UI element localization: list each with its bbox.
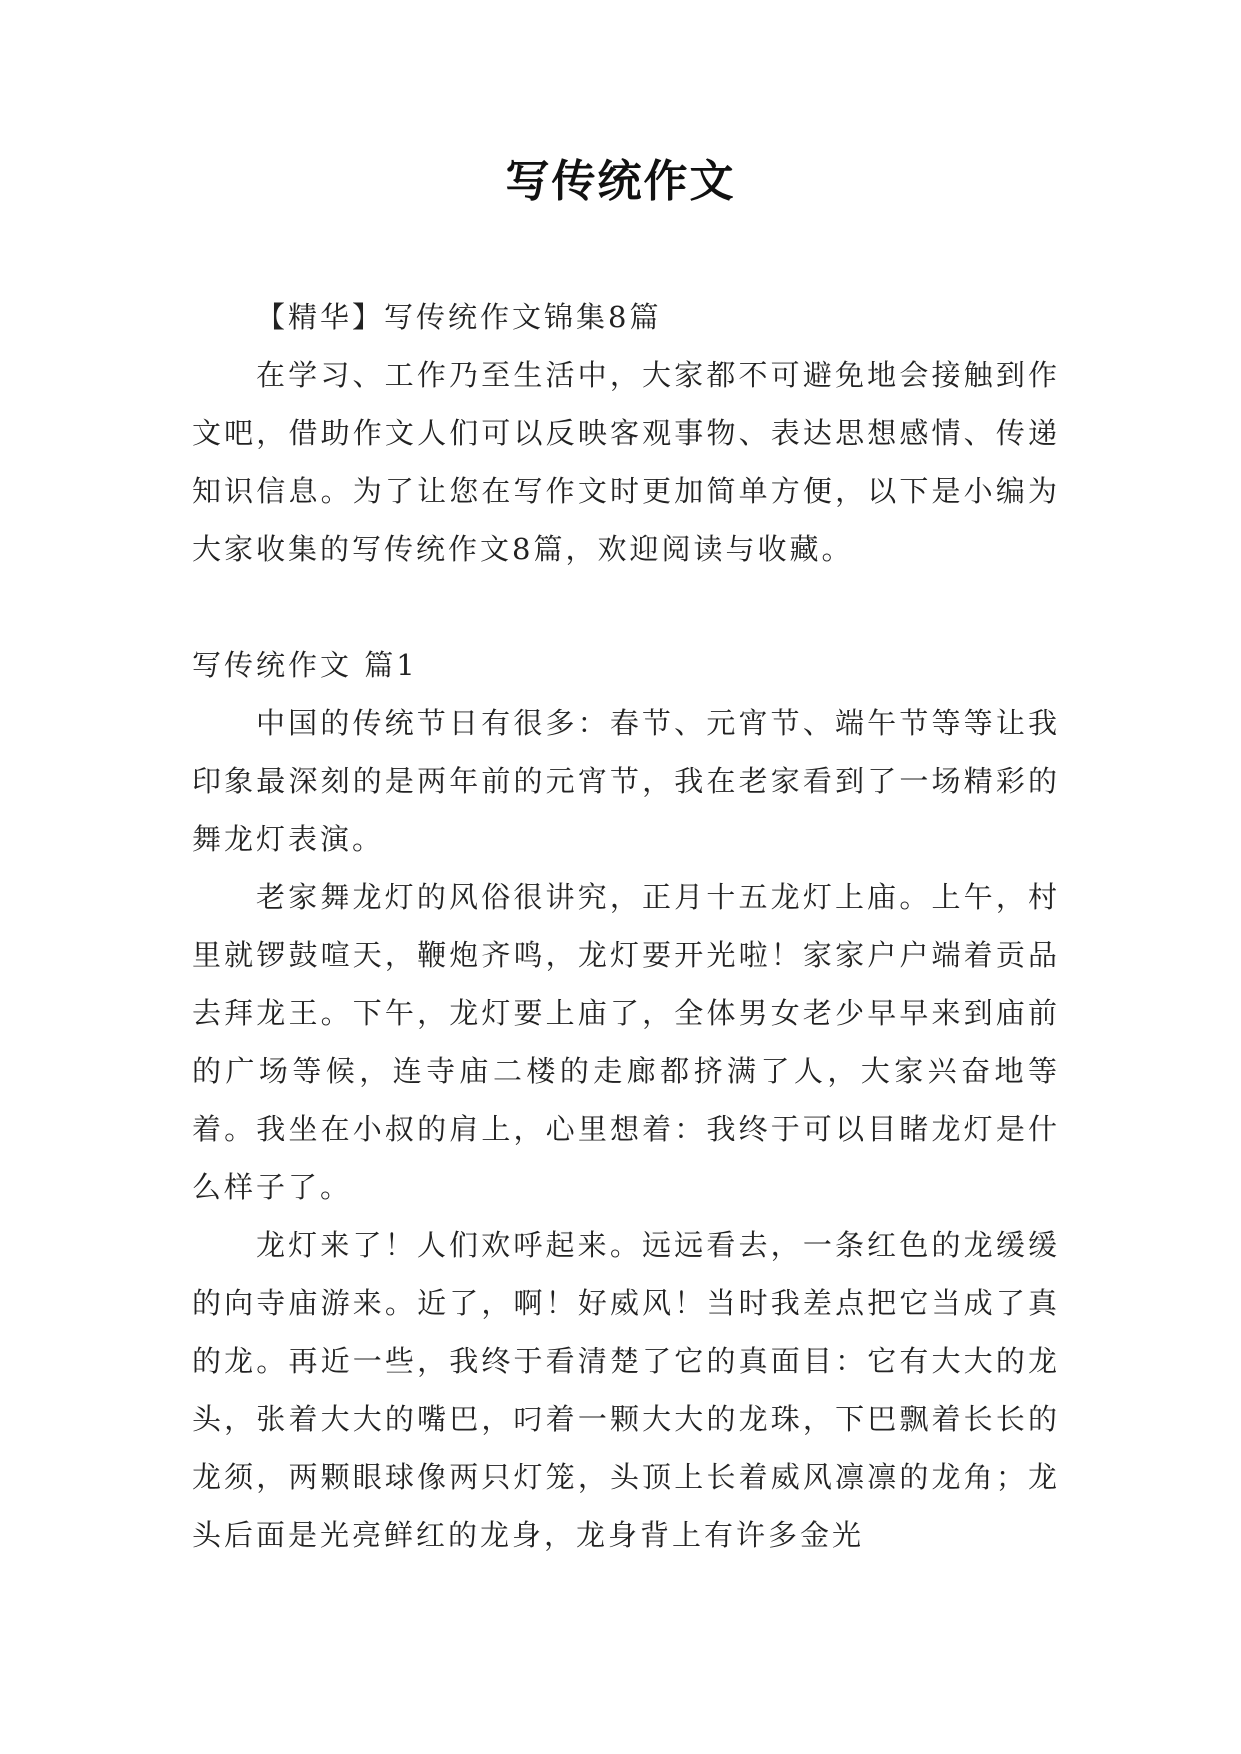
body-paragraph-1: 中国的传统节日有很多：春节、元宵节、端午节等等让我印象最深刻的是两年前的元宵节，我在老家看到了一场精彩的舞龙灯表演。 [192,706,1060,856]
document-subtitle: 【精华】写传统作文锦集8篇 [256,300,662,334]
body-paragraph-3: 龙灯来了！人们欢呼起来。远远看去，一条红色的龙缓缓的向寺庙游来。近了，啊！好威风！当时我差点把它当成了真的龙。再近一些，我终于看清楚了它的真面目：它有大大的龙头，张着大大的嘴巴，叼着一颗大大的龙珠，下巴飘着长长的龙须，两颗眼球像两只灯笼，头顶上长着威风凛凛的龙角；龙头后面是光亮鲜红的龙身，龙身背上有许多金光 [192,1228,1060,1552]
document-title: 写传统作文 [505,156,736,207]
document-body [192,288,1060,1564]
intro-paragraph: 在学习、工作乃至生活中，大家都不可避免地会接触到作文吧，借助作文人们可以反映客观事物、表达思想感情、传递知识信息。为了让您在写作文时更加简单方便，以下是小编为大家收集的写传统作文8篇，欢迎阅读与收藏。 [192,358,1060,566]
section-heading: 写传统作文 篇1 [192,648,418,682]
body-paragraph-2: 老家舞龙灯的风俗很讲究，正月十五龙灯上庙。上午，村里就锣鼓喧天，鞭炮齐鸣，龙灯要开光啦！家家户户端着贡品去拜龙王。下午，龙灯要上庙了，全体男女老少早早来到庙前的广场等候，连寺庙二楼的走廊都挤满了人，大家兴奋地等着。我坐在小叔的肩上，心里想着：我终于可以目睹龙灯是什么样子了。 [192,880,1060,1204]
